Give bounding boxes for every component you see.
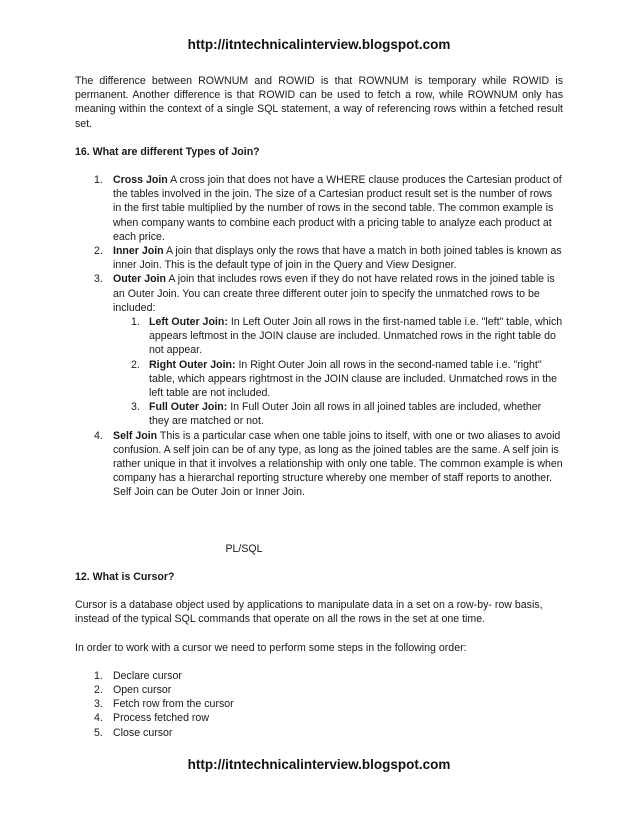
join-types-list <box>75 173 563 315</box>
outer-join-sublist <box>75 315 563 429</box>
list-item: 2. Inner Join A join that displays only the rows that have a match in both joined tables is known as inner Join. This is the default type of join in the Query and View Designer. <box>94 245 562 272</box>
list-item: 3. Outer Join A join that includes rows even if they do not have related rows in the joined table is an Outer Join. You can create three different outer join to specify the unmatched rows to be included: <box>94 273 555 314</box>
list-item: 2. Open cursor <box>94 683 172 696</box>
cursor-steps-list <box>75 669 563 740</box>
list-item: 4. Self Join This is a particular case when one table joins to itself, with one or two aliases to avoid confusion. A self join can be of any type, as long as the joined tables are the same. A self join is rather unique in that it involves a relationship with only one table. The common example is when company has a hierarchal reporting structure whereby one member of staff reports to another. Self Join can be Outer Join or Inner Join. <box>94 429 563 499</box>
list-item: 1. Cross Join A cross join that does not have a WHERE clause produces the Cartesian product of the tables involved in the join. The size of a Cartesian product result set is the number of rows in the first table multiplied by the number of rows in the second table. The common example is when company wants to combine each product with a pricing table to analyze each product at each price. <box>94 174 562 243</box>
header-url[interactable]: http://itntechnicalinterview.blogspot.com <box>187 37 451 52</box>
footer-url[interactable]: http://itntechnicalinterview.blogspot.com <box>187 757 451 772</box>
list-item: 5. Close cursor <box>94 726 173 739</box>
intro-paragraph: The difference between ROWNUM and ROWID is that ROWNUM is temporary while ROWID is permanent. Another difference is that ROWID can be used to fetch a row, while ROWNUM only has meaning within the context of a single SQL statement, a way of referencing rows within a fetched result set. <box>75 75 563 130</box>
list-item: 4. Process fetched row <box>94 712 209 725</box>
list-item: 2. Right Outer Join: In Right Outer Join all rows in the second-named table i.e. "right" table, which appears rightmost in the JOIN clause are included. Unmatched rows in the left table are not included. <box>131 358 558 400</box>
list-item: 3. Fetch row from the cursor <box>94 698 234 711</box>
list-item: 3. Full Outer Join: In Full Outer Join all rows in all joined tables are included, whether they are matched or not. <box>131 401 542 428</box>
q16-heading: 16. What are different Types of Join? <box>75 145 260 158</box>
cursor-steps-intro: In order to work with a cursor we need to perform some steps in the following order: <box>75 641 467 654</box>
q12-heading: 12. What is Cursor? <box>75 570 175 583</box>
document-body <box>75 74 563 740</box>
list-item: 1. Left Outer Join: In Left Outer Join all rows in the first-named table i.e. "left" table, which appears leftmost in the JOIN clause are included. Unmatched rows in the right table do not appear. <box>131 316 563 357</box>
cursor-definition: Cursor is a database object used by applications to manipulate data in a set on a row-by- row basis, instead of the typical SQL commands that operate on all the rows in the set at one time. <box>75 599 543 626</box>
join-types-list-continued <box>75 429 563 500</box>
section-title: PL/SQL <box>225 542 263 555</box>
list-item: 1. Declare cursor <box>94 669 182 682</box>
